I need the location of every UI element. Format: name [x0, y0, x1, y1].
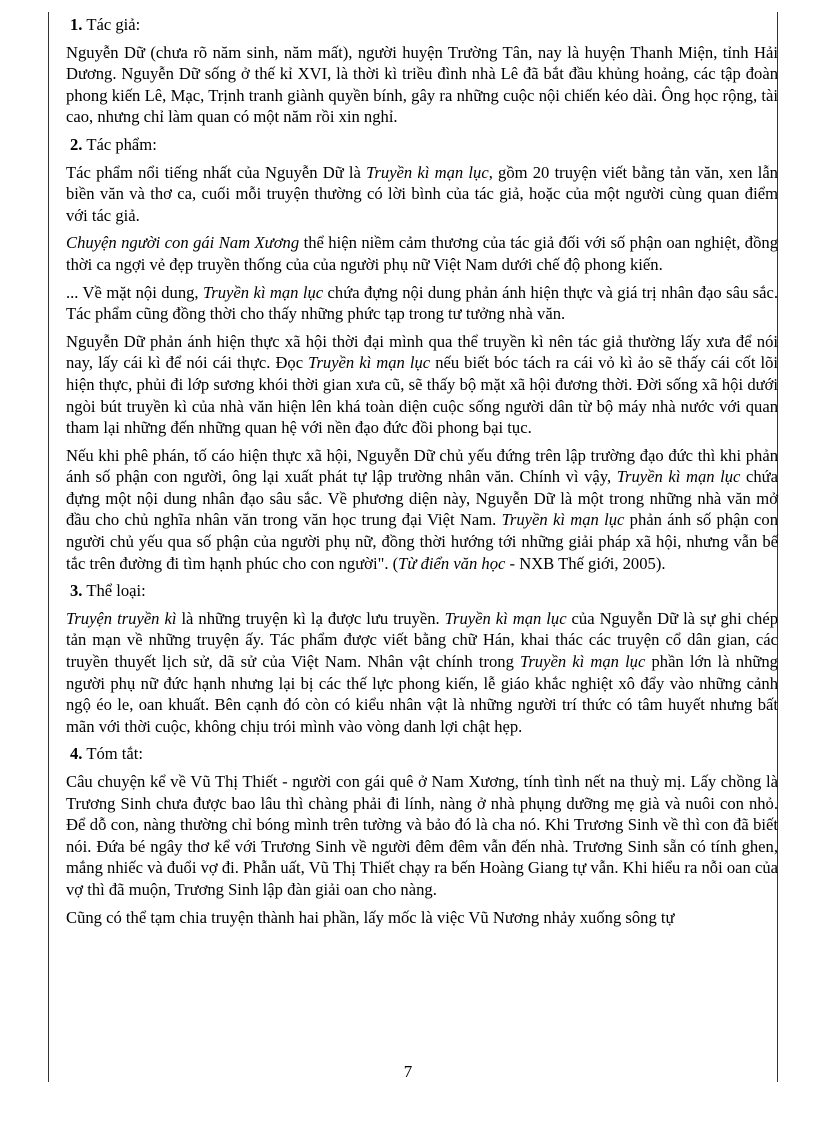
- text: thể hiện niềm cảm thương của tác giả đối với số phận oan nghiệt, đồng thời ca ngợi vẻ đẹp truyền thống của của người phụ nữ Việt Nam dưới chế độ phong kiến.: [66, 233, 778, 274]
- heading-title: Tóm tắt:: [86, 744, 143, 764]
- paragraph-genre: [66, 608, 778, 738]
- paragraph-work-3: [66, 282, 778, 325]
- italic-title: Truyền kì mạn lục: [202, 282, 324, 302]
- paragraph-text: Nguyễn Dữ (chưa rõ năm sinh, năm mất), người huyện Trường Tân, nay là huyện Thanh Miện, tỉnh Hải Dương. Nguyễn Dữ sống ở thế kỉ XVI, là thời kì triều đình nhà Lê đã bắt đầu khủng hoảng, các tập đoàn phong kiến Lê, Mạc, Trịnh tranh giành quyền bính, gây ra những cuộc nội chiến kéo dài. Ông học rộng, tài cao, nhưng chỉ làm quan có một năm rồi xin nghỉ.: [66, 42, 778, 127]
- text: của Nguyễn Dữ là sự ghi chép tản mạn về những truyện ấy. Tác phẩm được viết bằng chữ Hán, khai thác các truyện cổ dân gian, các truyền thuyết lịch sử, dã sử của Việt Nam. Nhân vật chính trong: [66, 608, 778, 672]
- heading-title: Tác phẩm:: [86, 134, 157, 154]
- paragraph-work-4: [66, 331, 778, 439]
- text: ... Về mặt nội dung,: [66, 282, 203, 302]
- text: chứa đựng nội dung phản ánh hiện thực và giá trị nhân đạo sâu sắc. Tác phẩm cũng đồng thời cho thấy những phức tạp trong tư tưởng nhà văn.: [66, 282, 778, 324]
- italic-title: Truyền kì mạn lục: [444, 608, 567, 628]
- heading-summary: [66, 743, 778, 765]
- heading-number: 2.: [70, 134, 83, 154]
- paragraph-work-1: [66, 162, 778, 227]
- document-body: [66, 14, 778, 934]
- paragraph-summary-2: [66, 907, 778, 929]
- text: phản ánh số phận con người chủ yếu qua số phận của người phụ nữ, đồng thời hướng tới những giải pháp xã hội, nhưng vẫn bế tắc trên đường đi tìm hạnh phúc cho con người". (: [66, 510, 778, 573]
- text: phần lớn là những người phụ nữ đức hạnh nhưng lại bị các thế lực phong kiến, lễ giáo khắc nghiệt xô đẩy vào những cảnh ngộ éo le, oan khuất. Bên cạnh đó còn có kiểu nhân vật là những người trí thức có tâm huyết nhưng bất mãn với thời cuộc, không chịu trói mình vào vòng danh lợi chật hẹp.: [66, 652, 778, 736]
- italic-title: Truyền kì mạn lục: [501, 510, 625, 530]
- heading-author: [66, 14, 778, 36]
- page-number: 7: [403, 1062, 413, 1081]
- paragraph-summary-1: [66, 771, 778, 901]
- text: Nếu khi phê phán, tố cáo hiện thực xã hội, Nguyễn Dữ chủ yếu đứng trên lập trường đạo đức thì khi phản ánh số phận con người, ông lại xuất phát tự lập trường nhân văn. Chính vì vậy,: [66, 445, 778, 487]
- text: Cũng có thể tạm chia truyện thành hai phần, lấy mốc là việc Vũ Nương nhảy xuống sông tự: [66, 907, 675, 927]
- paragraph-work-2: [66, 232, 778, 275]
- heading-work: [66, 134, 778, 156]
- italic-title: Chuyện người con gái Nam Xương: [66, 233, 300, 253]
- heading-number: 4.: [70, 744, 83, 764]
- paragraph-work-5: [66, 445, 778, 575]
- italic-title: Truyền kì mạn lục: [616, 467, 741, 487]
- heading-genre: [66, 580, 778, 602]
- italic-title: Truyền kì mạn lục: [366, 162, 489, 182]
- text: - NXB Thế giới, 2005).: [505, 553, 666, 573]
- text: , gồm 20 truyện viết bằng tản văn, xen lẫn biền văn và thơ ca, cuối mỗi truyện thường có lời bình của tác giả, hoặc của một người cùng quan điểm với tác giả.: [66, 162, 778, 225]
- text: là những truyện kì lạ được lưu truyền.: [176, 608, 445, 628]
- heading-number: 1.: [70, 15, 83, 34]
- heading-title: Thể loại:: [86, 581, 146, 601]
- heading-number: 3.: [70, 581, 83, 601]
- italic-title: Từ điển văn học: [398, 553, 506, 573]
- italic-title: Truyện truyền kì: [66, 608, 177, 628]
- text: nếu biết bóc tách ra cái vỏ kì ảo sẽ thấy cái cốt lõi hiện thực, phủi đi lớp sương khói thời gian xưa cũ, sẽ thấy bộ mặt xã hội đương thời. Đời sống xã hội dưới ngòi bút truyền kì của nhà văn hiện lên khá toàn diện cuộc sống người dân từ bộ máy nhà nước với quan tham lại những đến những quan hệ với nền đạo đức đồi phong bại tục.: [66, 353, 778, 438]
- text: Câu chuyện kể về Vũ Thị Thiết - người con gái quê ở Nam Xương, tính tình nết na thuỳ mị. Lấy chồng là Trương Sinh chưa được bao lâu thì chàng phải đi lính, nàng ở nhà phụng dưỡng mẹ già và nuôi con nhỏ. Để dỗ con, nàng thường chỉ bóng mình trên tường và bảo đó là cha nó. Khi Trương Sinh về thì con đã biết nói. Đứa bé ngây thơ kể với Trương Sinh về người đêm đêm vẫn đến nhà. Trương Sinh sẵn có tính ghen, mắng nhiếc và đuổi vợ đi. Phẫn uất, Vũ Thị Thiết chạy ra bến Hoàng Giang tự vẫn. Khi hiểu ra nỗi oan của vợ thì đã muộn, Trương Sinh lập đàn giải oan cho nàng.: [66, 772, 778, 899]
- paragraph-author: [66, 42, 778, 128]
- italic-title: Truyền kì mạn lục: [308, 353, 431, 373]
- italic-title: Truyền kì mạn lục: [520, 652, 646, 672]
- text: Tác phẩm nổi tiếng nhất của Nguyễn Dữ là: [66, 162, 367, 182]
- text: Nguyễn Dữ phản ánh hiện thực xã hội thời đại mình qua thể truyền kì nên tác giả thường lấy xưa để nói nay, lấy cái kì để nói cái thực. Đọc: [66, 331, 778, 373]
- text: chứa đựng một nội dung nhân đạo sâu sắc. Về phương diện này, Nguyễn Dữ là một trong những nhà văn mở đầu cho chủ nghĩa nhân văn trong văn học trung đại Việt Nam.: [66, 467, 778, 530]
- heading-title: Tác giả:: [86, 15, 141, 34]
